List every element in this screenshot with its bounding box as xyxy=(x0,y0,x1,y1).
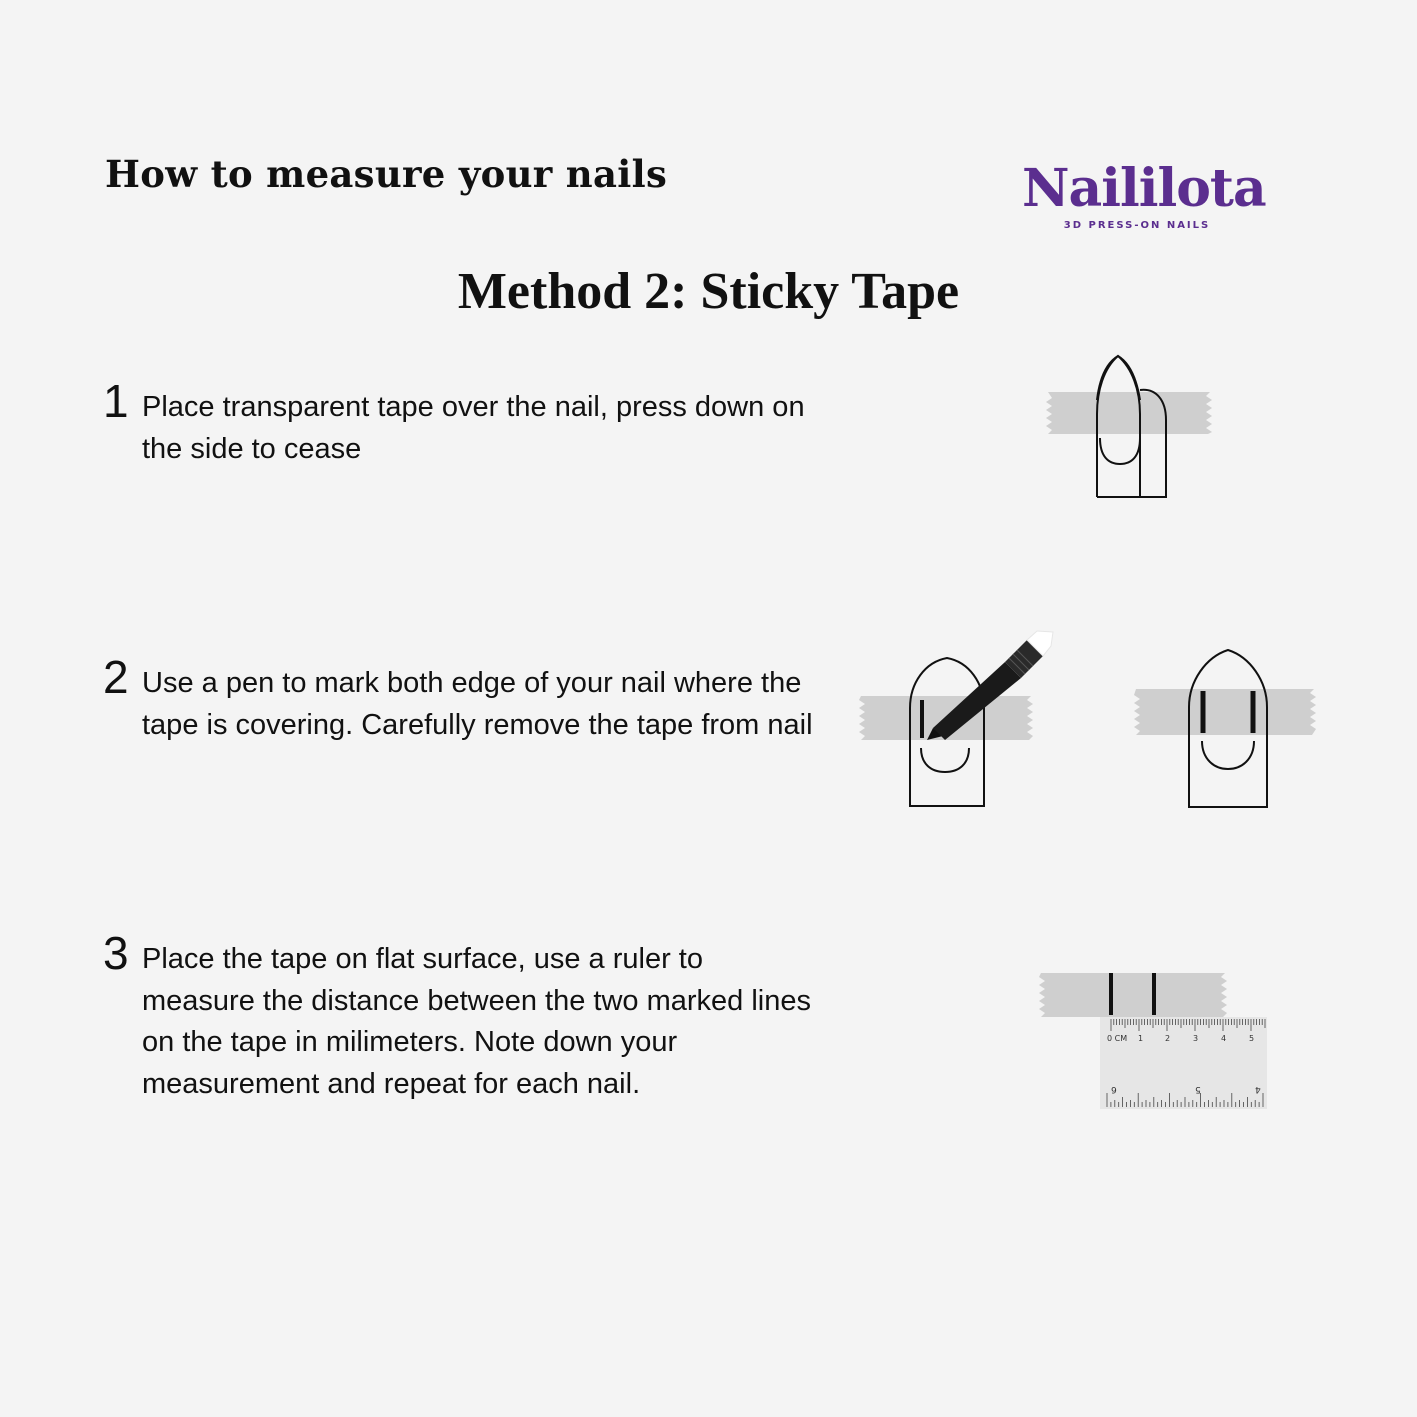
cuticle-line xyxy=(921,748,969,772)
step-text: Place transparent tape over the nail, press down on the side to cease xyxy=(142,391,805,465)
step-number: 1 xyxy=(103,375,129,427)
ruler-measure-illustration xyxy=(1035,965,1275,1115)
cuticle-line xyxy=(1202,741,1254,769)
ruler-inch-label-4: 4 xyxy=(1255,1084,1261,1094)
ruler-label-3: 3 xyxy=(1193,1034,1199,1043)
step-number: 2 xyxy=(103,651,129,703)
cuticle-line xyxy=(1100,438,1140,464)
tape-and-ruler-graphic xyxy=(1035,965,1275,1115)
step-number: 3 xyxy=(103,927,129,979)
ruler-label-2: 2 xyxy=(1165,1034,1171,1043)
ruler-inch-label-5: 5 xyxy=(1195,1084,1201,1094)
step-text: Use a pen to mark both edge of your nail where the tape is covering. Carefully remove the tape from nail xyxy=(142,667,813,741)
ruler-label-0: 0 CM xyxy=(1107,1034,1128,1043)
ruler-label-5: 5 xyxy=(1249,1034,1255,1043)
brand-logo xyxy=(1022,158,1266,231)
page-title: How to measure your nails xyxy=(105,152,668,196)
tape-on-nail-illustration xyxy=(1040,350,1220,505)
ruler-inch-label-6: 6 xyxy=(1111,1084,1117,1094)
marked-nail-illustration xyxy=(1130,645,1325,813)
method-title: Method 2: Sticky Tape xyxy=(457,263,960,320)
ruler-label-4: 4 xyxy=(1221,1034,1227,1043)
ruler-label-1: 1 xyxy=(1138,1034,1144,1043)
tape-strip xyxy=(1134,689,1316,735)
tape-strip xyxy=(1046,392,1212,434)
step-text: Place the tape on flat surface, use a ruler to measure the distance between the two marked lines on the tape in milimeters. Note down your measurement and repeat for each nail. xyxy=(142,943,811,1100)
brand-name: Naililota xyxy=(1022,158,1266,219)
pen-marking-illustration xyxy=(855,628,1060,813)
tape-strip xyxy=(1039,973,1227,1017)
brand-tagline: 3D PRESS-ON NAILS xyxy=(1063,220,1211,231)
ruler-body xyxy=(1100,1017,1267,1109)
